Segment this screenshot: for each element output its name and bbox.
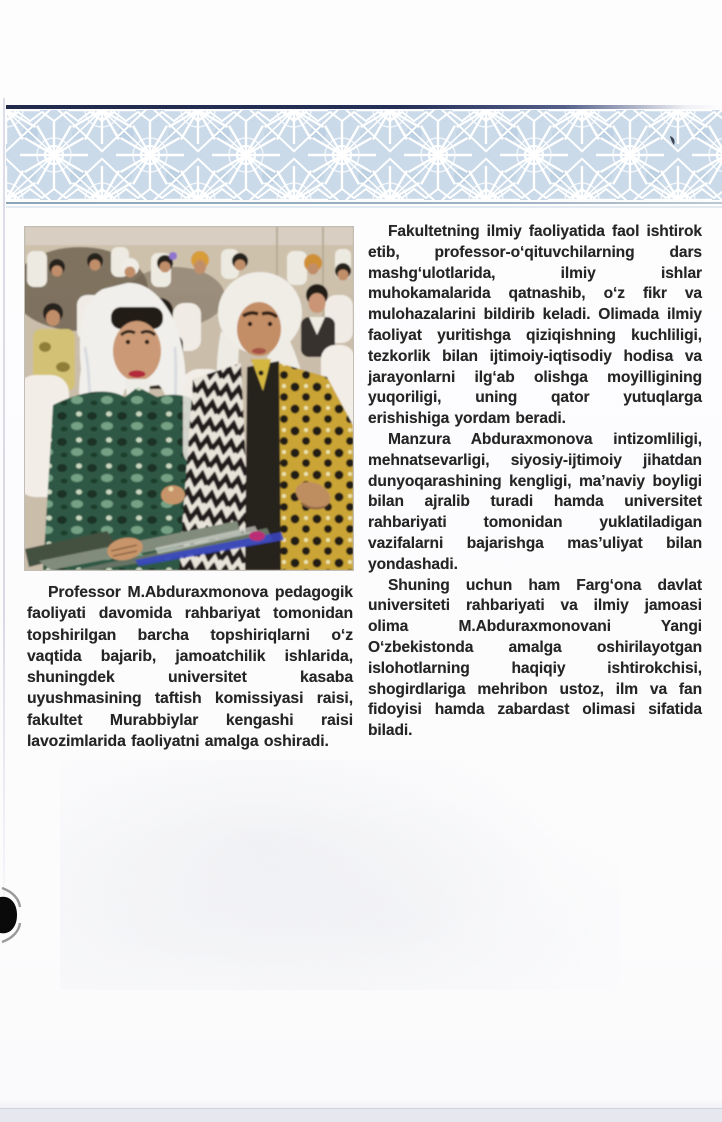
page-bottom-edge <box>0 1108 722 1122</box>
page-bottom-shading <box>0 1100 722 1108</box>
show-through-texture <box>60 760 620 990</box>
right-paragraph-1: Fakultetning ilmiy faoliyatida faol ishtirok etib, professor-o‘qituvchilarning dars mashg‘ulotlarida, ilmiy ishlar muhokamalarida qatnashib, o‘z fikr va mulohazalarini bildirib keladi. Olimada ilmiy faoliyat yuritishga qiziqishning kuchliligi, tezkorlik bilan ijtimoiy-iqtisodiy hodisa va jarayonlarni ilg‘ab olishga moyilligining yuqoriligi, uning qator yutuqlarga erishishiga yordam beradi. <box>368 223 702 428</box>
left-column <box>27 582 353 752</box>
girih-ornament-band <box>6 110 722 200</box>
girih-pattern-graphic <box>6 110 722 200</box>
right-paragraph-3: Shuning uchun ham Farg‘ona davlat universiteti rahbariyati va ilmiy jamoasi olima M.Abduraxmonovani Yangi O‘zbekistonda amalga oshirilayotgan islohotlarning haqiqiy ishtirokchisi, shogirdlariga mehribon ustoz, ilm va fan fidoyisi hamda zabardast olimasi sifatida biladi. <box>368 576 702 740</box>
audience-photo <box>25 227 353 570</box>
right-paragraph-2: Manzura Abduraxmonova intizomliligi, mehnatsevarligi, siyosiy-ijtimoiy jihatdan dunyoqarashining kengligi, ma’naviy boyligi bilan ajralib turadi hamda universitet rahbariyati tomonidan yuklatiladigan vazifalarni bajarishga mas’uliyat bilan yondashadi. <box>368 430 702 573</box>
binder-grommet-icon <box>0 885 40 945</box>
left-paragraph: Professor M.Abduraxmonova pedagogik faoliyati davomida rahbariyat tomonidan topshirilgan barcha topshiriqlarni o‘z vaqtida bajarib, jamoatchilik ishlarida, shuningdek universitet kasaba uyushmasining taftish komissiyasi raisi, fakultet Murabbiylar kengashi raisi lavozimlarida faoliyatni amalga oshiradi. <box>27 584 353 751</box>
page-left-edge-line <box>3 98 5 946</box>
right-column <box>368 222 702 742</box>
audience-photo-graphic <box>25 227 353 570</box>
